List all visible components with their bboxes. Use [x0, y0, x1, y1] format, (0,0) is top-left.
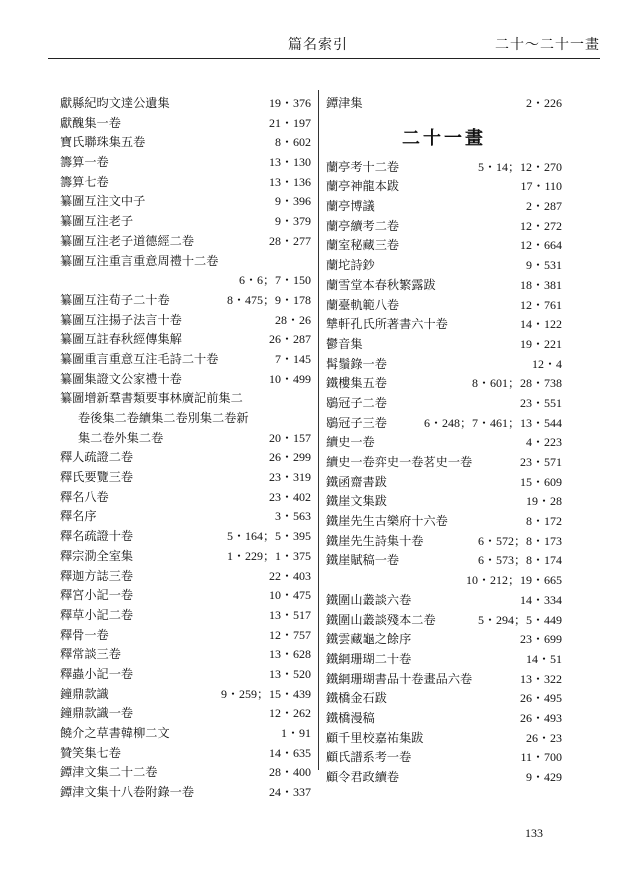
column-divider	[318, 90, 319, 770]
entry-reference: 26・493	[519, 710, 562, 725]
entry-title: 蘭亭神龍本跋	[326, 179, 400, 194]
entry-title: 蘭坨詩鈔	[326, 258, 375, 273]
index-entry	[60, 547, 311, 567]
entry-title: 獻縣紀昀文達公遺集	[60, 96, 170, 110]
entry-title: 釋骨一卷	[60, 627, 109, 642]
entry-title: 鶡冠子二卷	[326, 395, 387, 410]
index-entry	[326, 453, 562, 473]
entry-reference: 12・664	[519, 238, 562, 253]
entry-reference: 1・91	[280, 726, 311, 740]
index-entry	[60, 567, 311, 587]
entry-title: 續史一卷	[326, 435, 375, 450]
index-column-left	[60, 94, 311, 803]
entry-reference: 6・248；7・461；13・544	[423, 415, 562, 430]
entry-reference: 9・259；15・439	[220, 686, 311, 701]
entry-title: 釋宗泐全室集	[60, 548, 134, 563]
entry-title: 鐘鼎款識	[60, 686, 109, 701]
index-entry	[326, 236, 562, 256]
entry-reference: 28・400	[268, 765, 311, 780]
entry-title: 寶氏聯珠集五卷	[60, 135, 146, 150]
entry-reference: 23・402	[268, 489, 311, 504]
index-entry	[60, 724, 311, 744]
entry-reference: 9・429	[525, 770, 562, 784]
index-entry	[326, 591, 562, 611]
entry-reference: 11・700	[520, 750, 562, 765]
entry-reference: 8・172	[525, 514, 562, 529]
entry-reference: 26・23	[525, 730, 562, 745]
entry-title: 鐵樓集五卷	[326, 376, 387, 391]
entry-title: 纂圖增新羣書類要事林廣記前集二	[60, 391, 243, 406]
index-entry	[60, 133, 311, 153]
section-heading	[326, 114, 562, 158]
entry-title: 蘭室秘藏三卷	[326, 238, 400, 253]
entry-title: 釋氏要覽三卷	[60, 470, 134, 485]
index-entry	[326, 571, 562, 591]
entry-title: 蘭臺軌範八卷	[326, 297, 400, 312]
index-entry	[60, 744, 311, 764]
entry-reference: 12・272	[519, 218, 562, 233]
entry-reference: 22・403	[268, 568, 311, 583]
entry-reference: 9・379	[274, 214, 311, 229]
index-entry	[60, 252, 311, 272]
index-entry	[60, 626, 311, 646]
entry-title: 蘭雪堂本春秋繁露跋	[326, 277, 436, 292]
index-entry	[326, 158, 562, 178]
running-head	[48, 34, 600, 54]
entry-reference: 8・602	[274, 135, 311, 150]
index-entry	[60, 507, 311, 527]
entry-title: 顧千里校嘉祐集跋	[326, 730, 424, 745]
entry-reference: 10・499	[268, 371, 311, 386]
entry-title: 纂圖互注文中子	[60, 194, 146, 209]
index-entry	[60, 448, 311, 468]
index-entry	[60, 114, 311, 134]
entry-title: 犨軒孔氏所著書六十卷	[326, 317, 448, 332]
entry-reference: 24・337	[268, 785, 311, 800]
index-entry	[326, 650, 562, 670]
index-entry	[60, 311, 311, 331]
entry-reference: 14・122	[519, 317, 562, 332]
entry-title: 集二卷外集二卷	[78, 430, 164, 445]
entry-reference: 8・601；28・738	[471, 376, 562, 391]
entry-reference: 9・531	[525, 258, 562, 273]
index-entry	[60, 665, 311, 685]
entry-title: 蘭亭續考二卷	[326, 218, 400, 233]
entry-title: 續史一卷弈史一卷茗史一卷	[326, 455, 473, 469]
index-entry	[60, 488, 311, 508]
index-entry	[60, 645, 311, 665]
entry-reference: 12・761	[519, 297, 562, 312]
entry-title: 鐵橋金石跋	[326, 691, 387, 706]
index-entry	[60, 586, 311, 606]
entry-title: 卷後集二卷續集二卷別集二卷新	[78, 411, 249, 425]
index-entry	[60, 704, 311, 724]
entry-reference: 13・520	[268, 666, 311, 681]
entry-reference: 20・157	[268, 430, 311, 445]
entry-reference: 12・262	[268, 706, 311, 721]
entry-title: 纂圖互注重言重意周禮十二卷	[60, 253, 219, 268]
entry-title: 髯鬚錄一卷	[326, 356, 387, 371]
entry-reference: 13・517	[268, 607, 311, 622]
index-entry	[326, 355, 562, 375]
entry-reference: 14・334	[519, 592, 562, 607]
index-entry	[60, 232, 311, 252]
entry-reference: 23・551	[519, 395, 562, 410]
index-entry	[326, 689, 562, 709]
entry-reference: 1・229；1・375	[226, 548, 311, 563]
entry-title: 鐵崖先生詩集十卷	[326, 533, 424, 548]
index-entry	[326, 551, 562, 571]
entry-reference: 15・609	[519, 474, 562, 489]
index-entry	[60, 370, 311, 390]
index-column-right	[326, 94, 562, 788]
index-entry	[60, 94, 311, 114]
entry-reference: 14・635	[268, 745, 311, 760]
index-entry	[60, 468, 311, 488]
entry-title: 釋迦方誌三卷	[60, 568, 134, 583]
index-entry	[326, 532, 562, 552]
entry-reference: 26・299	[268, 450, 311, 465]
index-entry	[326, 94, 562, 114]
index-entry	[326, 748, 562, 768]
entry-reference: 2・226	[525, 96, 562, 110]
entry-reference: 7・145	[274, 351, 311, 366]
section-heading-text: 二十一畫	[402, 127, 486, 149]
index-entry	[326, 709, 562, 729]
entry-reference: 19・221	[519, 336, 562, 351]
entry-reference: 14・51	[525, 651, 562, 666]
index-entry	[326, 256, 562, 276]
running-head-section: 二十～二十一畫	[495, 37, 600, 53]
index-entry	[326, 670, 562, 690]
index-entry	[60, 271, 311, 291]
entry-title: 鐵雲藏龜之餘序	[326, 632, 412, 647]
index-entry	[326, 611, 562, 631]
entry-title: 鐔津集	[326, 96, 363, 110]
index-entry	[60, 192, 311, 212]
entry-reference: 4・223	[525, 435, 562, 450]
entry-title: 鐵網珊瑚書品十卷畫品六卷	[326, 671, 473, 686]
entry-reference: 6・572；8・173	[477, 533, 562, 548]
index-entry	[326, 335, 562, 355]
entry-title: 饒介之草書韓柳二文	[60, 726, 170, 740]
index-entry	[326, 433, 562, 453]
entry-reference: 10・212；19・665	[465, 573, 562, 588]
index-entry	[326, 315, 562, 335]
entry-title: 纂圖集證文公家禮十卷	[60, 371, 182, 386]
entry-title: 鐵函齋書跋	[326, 474, 387, 489]
entry-reference: 17・110	[520, 179, 562, 194]
index-entry	[60, 783, 311, 803]
entry-title: 纂圖互注老子道德經二卷	[60, 233, 195, 248]
entry-title: 釋常談三卷	[60, 647, 121, 662]
entry-reference: 8・475；9・178	[226, 292, 311, 307]
entry-reference: 12・4	[531, 356, 562, 371]
entry-title: 顧令君政續卷	[326, 770, 400, 784]
index-entry	[60, 389, 311, 409]
entry-title: 鐵崖文集跋	[326, 494, 387, 509]
entry-title: 籌算七卷	[60, 174, 109, 189]
entry-title: 纂圖互注老子	[60, 214, 134, 229]
entry-reference: 6・6；7・150	[238, 273, 311, 288]
entry-reference: 28・26	[274, 312, 311, 327]
entry-title: 纂圖重言重意互注毛詩二十卷	[60, 351, 219, 366]
index-entry	[60, 429, 311, 449]
index-entry	[326, 768, 562, 788]
entry-title: 纂圖互註春秋經傳集解	[60, 332, 182, 347]
entry-title: 鐵橋漫稿	[326, 710, 375, 725]
entry-reference: 21・197	[268, 115, 311, 130]
entry-reference: 12・757	[268, 627, 311, 642]
entry-title: 鬱音集	[326, 336, 363, 351]
index-entry	[60, 606, 311, 626]
index-entry	[326, 492, 562, 512]
entry-reference: 13・322	[519, 671, 562, 686]
index-entry	[326, 197, 562, 217]
index-entry	[326, 394, 562, 414]
index-entry	[60, 685, 311, 705]
entry-title: 鐵網珊瑚二十卷	[326, 651, 412, 666]
entry-title: 贊笑集七卷	[60, 745, 121, 760]
entry-title: 蘭亭考十二卷	[326, 159, 400, 174]
entry-reference: 10・475	[268, 588, 311, 603]
entry-title: 釋名序	[60, 509, 97, 524]
entry-reference: 5・294；5・449	[477, 612, 562, 627]
index-entry	[326, 296, 562, 316]
entry-title: 鐔津文集十八卷附錄一卷	[60, 785, 195, 800]
entry-reference: 26・495	[519, 691, 562, 706]
entry-reference: 23・319	[268, 470, 311, 485]
entry-title: 釋名疏證十卷	[60, 529, 134, 544]
entry-title: 釋蟲小記一卷	[60, 666, 134, 681]
entry-title: 鐵崖賦稿一卷	[326, 553, 400, 568]
entry-title: 顧氏譜系考一卷	[326, 750, 412, 765]
entry-reference: 23・571	[519, 455, 562, 469]
entry-reference: 6・573；8・174	[477, 553, 562, 568]
entry-title: 釋草小記二卷	[60, 607, 134, 622]
index-entry	[326, 729, 562, 749]
index-entry	[60, 330, 311, 350]
entry-title: 獻醜集一卷	[60, 115, 121, 130]
index-entry	[60, 350, 311, 370]
entry-title: 鐵圍山叢談殘本二卷	[326, 612, 436, 627]
entry-title: 鐵圍山叢談六卷	[326, 592, 412, 607]
index-entry	[326, 217, 562, 237]
index-entry	[60, 763, 311, 783]
entry-title: 鐵崖先生古樂府十六卷	[326, 514, 448, 529]
index-entry	[326, 473, 562, 493]
entry-title: 鐔津文集二十二卷	[60, 765, 158, 780]
entry-reference: 19・376	[268, 96, 311, 110]
index-entry	[60, 212, 311, 232]
entry-reference: 26・287	[268, 332, 311, 347]
entry-title: 纂圖互注揚子法言十卷	[60, 312, 182, 327]
entry-title: 鐘鼎款識一卷	[60, 706, 134, 721]
entry-title: 釋人疏證二卷	[60, 450, 134, 465]
entry-reference: 5・164；5・395	[226, 529, 311, 544]
entry-reference: 19・28	[525, 494, 562, 509]
running-head-title: 篇名索引	[288, 37, 348, 53]
entry-reference: 13・628	[268, 647, 311, 662]
entry-title: 纂圖互注荀子二十卷	[60, 292, 170, 307]
entry-title: 鶡冠子三卷	[326, 415, 387, 430]
entry-reference: 13・136	[268, 174, 311, 189]
index-entry	[326, 276, 562, 296]
entry-reference: 13・130	[268, 155, 311, 170]
entry-reference: 28・277	[268, 233, 311, 248]
entry-reference: 5・14；12・270	[477, 159, 562, 174]
index-entry	[326, 177, 562, 197]
entry-title: 蘭亭博議	[326, 199, 375, 214]
index-entry	[60, 527, 311, 547]
index-entry	[60, 409, 311, 429]
entry-reference: 2・287	[525, 199, 562, 214]
index-entry	[60, 173, 311, 193]
entry-reference: 9・396	[274, 194, 311, 209]
entry-reference: 3・563	[274, 509, 311, 524]
index-entry	[326, 374, 562, 394]
index-entry	[326, 630, 562, 650]
index-entry	[326, 512, 562, 532]
index-entry	[326, 414, 562, 434]
page-number: 133	[525, 826, 543, 840]
entry-title: 籌算一卷	[60, 155, 109, 170]
entry-reference: 18・381	[519, 277, 562, 292]
index-list-right	[326, 158, 562, 788]
header-rule	[48, 58, 600, 59]
index-entry	[60, 291, 311, 311]
entry-reference: 23・699	[519, 632, 562, 647]
entry-title: 釋宮小記一卷	[60, 588, 134, 603]
entry-title: 釋名八卷	[60, 489, 109, 504]
index-entry	[60, 153, 311, 173]
